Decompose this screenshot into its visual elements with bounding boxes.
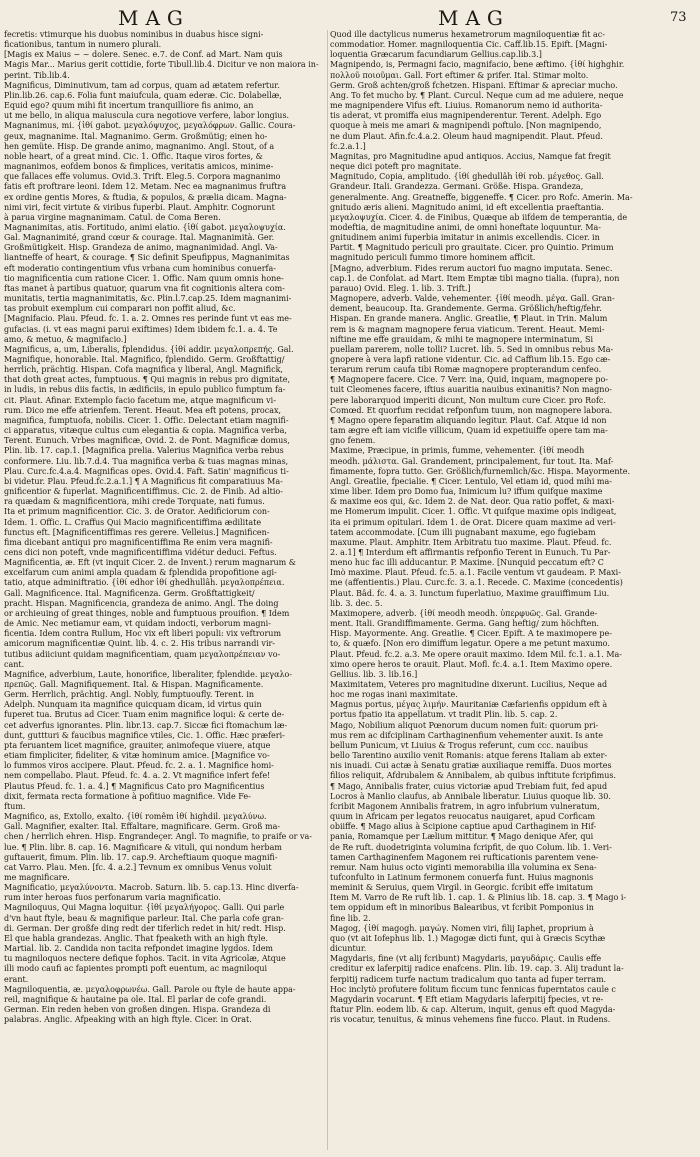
text-line: fima dicebant antiqui pro magnificentiffima Re enim vera magnifi- <box>4 537 273 547</box>
text-line: rum inter heroas fuos perfonarum varia magnificatio. <box>4 893 221 903</box>
text-line: perint. Tib.lib.4. <box>4 70 70 80</box>
text-line: liantneffe of heart, & courage. ¶ Sic definit Speufippus, Magnanimitas <box>4 253 290 263</box>
text-line: gnificentior & fuperlat. Magnificentiffimus. Cic. 2. de Finib. Ad altio- <box>4 487 283 497</box>
text-line: Imò maxime. Plaut. Pfeud. fc.5. a.1. Facile ventum vt gaudeam. P. Maxi- <box>330 568 621 578</box>
text-line: ¶ Magno opere feparatim aliquando legitur. Plaut. Caf. Atque id non <box>330 415 607 425</box>
text-line: Gellius. lib. 3. lib.16.] <box>330 669 418 679</box>
text-line: commodatior. Homer. magniloquentia Cic. Caff.lib.15. Epift. [Magni- <box>330 40 608 50</box>
text-line: meno huc fac illi adducantur. P. Maxime. [Nunquid peccatum eft? C <box>330 558 604 568</box>
text-line: remur. Nam huius octo viginti memorabilia illa volumina ex Sena- <box>330 862 597 872</box>
text-line: or archieuing of great thinges, noble and fumptuous prouifion. ¶ Idem <box>4 608 290 618</box>
text-line: ex ordine gentis Mores, & ftudia, & populos, & prælia dicam. Magna- <box>4 192 287 202</box>
text-line: ftatur Plin. eodem lib. & cap. Alterum, inquit, genus eft quod Magyda- <box>330 1005 616 1014</box>
text-line: meminit & Seruius, quem Virgil. in Georgic. fcribit effe imitatum <box>330 883 594 893</box>
text-line: de Re ruft. duodetriginta volumina fcripfit, de quo Colum. lib. 1. Veri- <box>330 842 612 852</box>
text-line: gnopere à vera lapfi ratione videntur. Cic. ad Caffium lib.15. Ego cæ- <box>330 355 611 364</box>
text-line: Terent. Eunuch. Vrbes magnificæ, Ovid. 2. de Pont. Magnificæ domus, <box>4 436 290 446</box>
text-line: nimi viri, fecit virtute & viribus fuperbi. Plaut. Amphitr. Cognorunt <box>4 202 275 212</box>
text-line: tu magniloquos nectere defique fophos. Tacit. in vita Agricolæ, Atque <box>4 954 286 964</box>
text-line: munitatis, tertia magnanimitatis, &c. Plin.l.7.cap.25. Idem magnanimi- <box>4 294 292 304</box>
text-line: Comœd. Et quorfum recidat refponfum tuum, non magnopere labora. <box>330 405 613 415</box>
text-line: tem oppidum eft in minoribus Balearibus, vt fcribit Pomponius in <box>330 903 594 913</box>
text-line: conformere. Liu. lib.7.d.4. Tua magnifica verba & tuas magnas minas, <box>4 456 289 466</box>
text-line: que fallaces effe volumus. Ovid.3. Trift. Eleg.5. Corpora magnanimo <box>4 172 281 182</box>
text-line: generalmente. Ang. Greatneffe, biggeneffe. ¶ Cicer. pro Rofc. Amerin. Ma- <box>330 192 633 202</box>
page-number: 73 <box>670 10 687 25</box>
text-line: Magog, {ἰθί magogh. μαγώγ. Nomen viri, filij Iaphet, proprium à <box>330 923 594 933</box>
text-line: obiiffe. ¶ Mago alius à Scipione captiue apud Carthaginem in Hif- <box>330 822 597 832</box>
text-line: that doth great actes, fumptuous. ¶ Qui magnis in rebus pro dignitate, <box>4 375 290 385</box>
text-line: mus rem ac difciplinam Carthaginenfium vehementer auxit. Is ante <box>330 730 603 740</box>
text-line: Maxime, Præcipue, in primis, fumme, vehementer. {ἰθί meodh <box>330 446 585 456</box>
text-line: ficationibus, tantum in numero plurali. <box>4 40 162 50</box>
text-line: Hoc inclytò profutere folitum ficcum tunc fennicas fuperntatos caule c <box>330 984 616 994</box>
text-line: magnifica, fumptuofa, nobilis. Cicer. 1. Offic. Delectant etiam magnifi- <box>4 415 289 425</box>
text-line: Magnificus, Diminutivum, tam ad corpus, quam ad ætatem refertur. <box>4 80 280 90</box>
text-line: Germ. Herrlich, prächtig. Angl. Nobly, fumptuoufly. Terent. in <box>4 690 255 700</box>
text-line: Hisp. Mayormente. Ang. Greatlie. ¶ Cicer. Epift. A te maximopere pe- <box>330 629 612 639</box>
text-line: Hispan. En grande manera. Anglic. Greatlie, ¶ Plaut. in Trin. Malum <box>330 314 608 324</box>
text-line: Ang. To fet mucho by. ¶ Plant. Curcul. Neque cum ad me aduiere, neque <box>330 90 624 100</box>
text-line: ut me bello, in aliqua maiuscula cura negotiove verfere, labor longius. <box>4 111 290 121</box>
text-line: Magnus portus, μέγας λιμήν. Mauritaniæ Cæfarienfis oppidum eft à <box>330 700 608 710</box>
text-line: Magydarin vocarunt. ¶ Eft etiam Magydaris laferpitij fpecies, vt re- <box>330 994 604 1004</box>
text-line: maxume. Plaut. Amphitr. Item Arbitratu tuo maxime. Plaut. Pfeud. fc. <box>330 537 612 547</box>
text-line: Magnificus, a, um, Liberalis, fplendidus. {ἰθί addir. μεγαλοπρεπής. Gal. <box>4 344 294 354</box>
text-line: Magnipendo, is, Permagni facio, magnifacio, bene æftimo. {ἰθί highghir. <box>330 60 625 70</box>
text-line: amo, & metuo, & magnifacio.] <box>4 334 127 344</box>
text-line: me (affentientis.) Plau. Curc.fc. 3. a.1. Recede. C. Maxime (concedentis) <box>330 578 623 588</box>
text-line: neque dici poteft pro magnitate. <box>330 162 462 172</box>
text-line: Plaut. Bâd. fc. 4. a. 3. Iunctum fuperlatiuo, Maxime grauiffimum Liu. <box>330 588 610 598</box>
right-column <box>330 30 696 1152</box>
text-line: guftauerit, fimum. Plin. lib. 17. cap.9. Archeftiaum quoque magnifi- <box>4 852 278 862</box>
text-line: fcribit Magonem Annibalis fratrem, in agro infubrium vulneratum, <box>330 801 600 811</box>
text-line: Plau. Curc.fc.4.a.4. Magnificas opes. Ovid.4. Faft. Satin' magnificus ti- <box>4 466 289 476</box>
text-line: ficentia. Idem contra Rullum, Hoc vix eft liberi populi: vix veftrorum <box>4 629 282 639</box>
text-line: ¶ Magnopere facere. Cice. 7 Verr. ina, Quid, inquam, magnopere po- <box>330 375 608 385</box>
text-line: Magnanimus, mi. {ἰθί gabot. μεγαλόψυχος, μεγαλόφρων. Gallic. Coura- <box>4 121 296 131</box>
text-line: filios reliquit, Afdrubalem & Annibalem, ab quibus inftitute fcripfimus. <box>330 771 617 781</box>
text-line: Idem. 1. Offic. L. Craffus Qui Macio magnificentiffima ædilitate <box>4 517 262 527</box>
text-line: palabras. Anglic. Afpeaking with an high ftyle. Cicer. in Orat. <box>4 1015 252 1025</box>
text-line: cit. Plaut. Afinar. Extemplo facio facetum me, atque magnificum vi- <box>4 395 276 405</box>
text-line: dixit, fermata recta formatione à pofitiuo magnifice. Vide Fe- <box>4 791 251 801</box>
text-line: quoque à meis me amari & magnipendi poftulo. [Non magnipendo, <box>330 121 602 131</box>
text-line: erant. <box>4 974 29 984</box>
text-line: Partit. ¶ Magnitudo periculi pro grauitate. Cicer. pro Quintio. Primum <box>330 243 614 253</box>
text-line: ftas manet à partibus quatuor, quarum vna fit cognitionis altera com- <box>4 283 285 293</box>
text-line: magnitudo periculi fummo timore hominem afficit. <box>330 253 536 263</box>
text-line: Maximopere, adverb. {ἰθί meodh meodh. ὑπερφυῶς. Gal. Grande- <box>330 608 598 618</box>
text-line: quum in Africam per legatos reuocatus nauigaret, apud Corficam <box>330 812 596 822</box>
text-line: rum. Dico me effe atrienfem. Terent. Heaut. Mea eft potens, procax, <box>4 405 282 415</box>
text-line: Plaut. Pfeud. fc.2. a.3. Me opere orauit maximo. Idem Mil. fc.1. a.1. Ma- <box>330 649 622 659</box>
text-line: magnanimos, eofdem bonos & fimplices, veritatis amicos, minime- <box>4 162 274 172</box>
text-line: Grandeur. Itali. Grandezza. Germani. Größe. Hispa. Grandeza, <box>330 182 584 192</box>
text-line: ne dum Plaut. Afin.fc.4.a.2. Oleum haud magnipendit. Plaut. Pfeud. <box>330 131 603 141</box>
text-line: fecretis: vtimurque his duobus nominibus in duabus hisce signi- <box>4 30 264 39</box>
text-line: gnitudinem animi fuperbia imitatur in animis excellendis. Cicer. in <box>330 233 600 243</box>
text-line: Gal. Magnanimité, grand cœur & courage. Ital. Magnanimità. Ger. <box>4 233 275 243</box>
text-line: bellum Punicum, vt Liuius & Trogus referunt, cum ccc. nauibus <box>330 740 589 750</box>
text-line: noble heart, of a great mind. Cic. 1. Offic. Itaque viros fortes, & <box>4 151 263 161</box>
text-line: gnitudo æris alieni. Magnitudo animi, id eft excellentia praeftantia. <box>330 202 604 212</box>
text-line: tufconfulto in Latinum fermonem conuerfa funt. Huius magnonis <box>330 872 594 882</box>
text-line: creditur ex laferpitij radice enafcens. Plin. lib. 19. cap. 3. Alij tradunt la- <box>330 964 624 974</box>
text-line: lue. ¶ Plin. libr. 8. cap. 16. Magnificare & vituli, qui nondum herbam <box>4 842 282 852</box>
text-line: eft moderatio contingentium vfus vrbana cum hominibus conuerfa- <box>4 263 276 273</box>
text-line: illi modo caufi ac fapientes prompti poft euentum, ac magniloqui <box>4 964 268 974</box>
text-line: [Magno, adverbium. Fides rerum auctori fuo magno imputata. Senec. <box>330 263 613 273</box>
text-line: Gall. Magnifier, exalter. Ital. Effaltare, magnificare. Germ. Groß ma- <box>4 822 281 832</box>
text-line: to, & quæfo. [Non ero dimiffum legatur. Opere a me petunt maxumo. <box>330 639 610 649</box>
text-line: ment. Itali. Grandiffimamente. Germa. Gang heftig/ zum höchften. <box>330 619 600 629</box>
text-line: chen / herrlich ehren. Hisp. Engrandeçer. Angl. To magnifie, to praife or va- <box>4 832 312 842</box>
text-line: Magnitas, pro Magnitudine apud antiquos. Accius, Namque fat fregit <box>330 151 611 161</box>
text-line: Plautus Pfeud. fc. 1. a. 4.] ¶ Magnificus Cato pro Magnificentius <box>4 781 265 791</box>
text-line: ferpitij radicem turfe nactum tradicalum quo tanta ad fuper terram. <box>330 974 607 984</box>
text-line: πρεπῶς. Gall. Magnifiquement. Ital. & Hispan. Magnificamente. <box>4 680 264 689</box>
text-line: Magnificatio, μεγαλύνοντα. Macrob. Saturn. lib. 5. cap.13. Hinc diverfa- <box>4 883 299 893</box>
text-line: bello Tarentino auxilio venit Romanis: atque ferens Italiam ab exter- <box>330 751 608 761</box>
text-line: quo (vt ait Iofephus lib. 1.) Magogæ dicti funt, qui à Græcis Scythæ <box>330 933 606 943</box>
text-line: 2. a.1] ¶ Interdum eft affirmantis refponfio Terent in Eunuch. Tu Par- <box>330 547 611 557</box>
text-line: fuperet tua. Brutus ad Cicer. Tuam enim magnifice loqui: & certe de- <box>4 710 285 720</box>
text-line: [Magis ex Maius ~ ~ dolere. Senec. e.7. de Conf. ad Mart. Nam quis <box>4 50 283 60</box>
text-line: Angl. Greatlie, fpecialie. ¶ Cicer. Lentulo, Vel etiam id, quod mihi ma- <box>330 476 612 486</box>
text-line: nem compellabo. Plaut. Pfeud. fc. 4. a. 2. Vt magnifice infert fefe! <box>4 771 271 781</box>
text-line: Plin. lib. 17. cap.1. [Magnifica prelia. Valerius Magnifica verba rebus <box>4 446 284 456</box>
text-line: lib. 3. dec. 5. <box>330 598 383 608</box>
text-line: reil, magnifique & hautaine pa ole. Ital. El parlar de cofe grandi. <box>4 994 267 1004</box>
text-line: tutibus adiiciunt quidam magnificentiam, quam μεγαλοπρέπειαν vo- <box>4 649 281 659</box>
text-line: ra quædam & magnificentiora, mihi crede Torquate, nati fumus. <box>4 497 265 507</box>
text-line: gno fenem. <box>330 436 376 446</box>
text-line: Plin.lib.26. cap.6. Folia funt maiufcula, quam ederæ. Cic. Dolabellæ, <box>4 90 282 100</box>
text-line: fatis eft proftrare leoni. Idem 12. Metam. Nec ea magnanimus fruftra <box>4 182 287 192</box>
text-line: tis aderat, vt promiffa eius magnipenderentur. Terent. Adelph. Ego <box>330 111 602 121</box>
text-line: Mago, Nobilium aliquot Pœnorum ducum nomen fuit: quorum pri- <box>330 720 599 730</box>
text-line: Magnifico, as, Extollo, exalto. {ἰθί romêm ἰθί highdil. μεγαλύνω. <box>4 812 267 822</box>
text-line: meodh. μάλιστα. Gal. Grandement, principalement, fur tout. Ita. Maf- <box>330 456 614 466</box>
text-line: gufacias. (i. vt eas magni parui exiftimes) Idem ibidem fc.1. a. 4. Te <box>4 324 278 334</box>
text-line: ximo opere heros te orauit. Plaut. Mofl. fc.4. a.1. Item Maximo opere. <box>330 659 613 669</box>
text-line: Germ. Groß achten/groß fchetzen. Hispani. Eftimar & apreciar mucho. <box>330 80 618 90</box>
text-line: Equid ego? quum mihi fit incertum tranquilliore fis animo, an <box>4 101 254 111</box>
text-line: xime liber. Idem pro Domo fua, Inimicum lu? iffum quifque maxime <box>330 487 603 497</box>
text-line: Magnopere, adverb. Valde, vehementer. {ἰθί meodh. μέγα. Gall. Gran- <box>330 294 615 304</box>
text-line: parauo) Ovid. Eleg. 1. lib. 3. Trift.] <box>330 283 471 293</box>
text-line: Magnificentia, æ. Eft (vt inquit Cicer. 2. de Invent.) rerum magnarum & <box>4 558 296 568</box>
running-head-left: MAG <box>118 6 190 30</box>
running-head <box>0 4 700 30</box>
text-line: cens dici non poteft, vnde magnificentiffima vidétur deduci. Feftus. <box>4 547 277 557</box>
text-line: niftine me effe grauidam, & mihi te magnopere interminatum, Si <box>330 334 594 344</box>
text-line: à parua virgine magnanimam. Catul. de Coma Beren. <box>4 212 221 222</box>
text-line: modeftia, de magnitudine animi, de omni honeftate loquuntur. Ma- <box>330 222 601 232</box>
text-line: ¶ Mago, Annibalis frater, cuius victoriæ apud Trebiam fuit, fed apud <box>330 781 608 791</box>
text-line: hen gemüte. Hisp. De grande animo, magnanimo. Angl. Stout, of a <box>4 141 275 151</box>
text-line: nis inuadi. Cui actæ à Senatu gratiæ auxiliaque remiffa. Duos mortes <box>330 761 612 771</box>
text-line: ci apparatus, vitæque cultus cum elegantia & copia. Magnifica verba, <box>4 426 287 436</box>
text-line: amicorum magnificentiæ Quint. lib. 4. c. 2. His tribus narrandi vir- <box>4 639 276 649</box>
text-line: Maximitatem, Veteres pro magnitudine dixerunt. Lucilius, Neque ad <box>330 680 608 689</box>
text-line: me magnipendere Vifus eft. Liuius. Romanorum nemo id authorita- <box>330 101 603 111</box>
text-line: bi videtur. Plau. Pfeud.fc.2.a.1.] ¶ A Magnificus fit comparatiuus Ma- <box>4 476 283 486</box>
text-line: Magydaris, fine (vt alij fcribunt) Magydaris, μαγυδάρις. Caulis effe <box>330 954 602 964</box>
text-line: pta feruantem licet magnifice, grauiter, animofeque viuere, atque <box>4 740 271 750</box>
text-line: pere laborarquod imperiti dicunt, Non multum cure Cicer. pro Rofc. <box>330 395 606 405</box>
text-line: cap.1. de Confolat. ad Mart. Item Emptæ tibi magno tialia. (fupra), non <box>330 273 620 283</box>
text-line: functus eft. [Magnificentiffimas res gerere. Velleius.] Magnificen- <box>4 527 270 537</box>
text-line: ftum. <box>4 801 26 811</box>
text-line: hoc me rogas inani maximitate. <box>330 690 458 700</box>
text-line: tatem accommodate. [Cum illi pugnabant maxume, ego fugiebam <box>330 527 596 537</box>
text-line: herrlich, prächtig. Hispan. Cofa magnifica y liberal, Angl. Magnifick, <box>4 365 283 375</box>
text-line: πολλοῦ ποιοῦμαι. Gall. Fort eftimer & prifer. Ital. Stimar molto. <box>330 70 589 80</box>
running-head-right: MAG <box>438 6 510 30</box>
text-line: me Homerum impulit. Cicer. 1. Offic. Vt quifque maxime opis indigeat, <box>330 507 617 517</box>
text-line: me magnificare. <box>4 872 70 882</box>
text-line: cant. <box>4 659 25 669</box>
text-line: tio magnificentia cum ratione Cicer. 1. Offic. Nam quum omnis hone- <box>4 273 284 283</box>
text-line: Magniloquus, Qui Magna loquitur. {ἰθί μεγαλήγορος. Galli. Qui parle <box>4 903 285 913</box>
text-line: Magis Mar... Marius gerit cottidie, forte Tibull.lib.4. Dicitur ve non maiora in- <box>4 60 319 70</box>
text-line: lo fummos viros accipere. Plaut. Pfeud. fc. 2. a. 1. Magnifice homi- <box>4 761 274 771</box>
text-line: Adelph. Nunquam ita magnifice quicquam dicam, id virtus quin <box>4 700 262 710</box>
text-line: fc.2.a.1.] <box>330 141 366 151</box>
column-divider <box>327 30 328 1150</box>
text-line: Magniloquentia, æ. μεγαλοφρωνέω. Gall. Parole ou ftyle de haute appa- <box>4 984 296 994</box>
text-line: dunt, guttturi & faucibus magnifice vtiles, Cic. 1. Offic. Hæc præferi- <box>4 730 285 740</box>
text-line: etiam fimpliciter, fideliter, & vitæ hominum amice. [Magnifice vo- <box>4 751 270 761</box>
text-line: tuit Cleomenes facere, iftius auaritia nauibus exinanitis? Non magno- <box>330 385 612 395</box>
text-line: d'vn haut ftyle, beau & magnifique parleur. Ital. Che parla cofe gran- <box>4 913 284 923</box>
text-line: Quod ille dactylicus numerus hexametrorum magniloquentiæ fit ac- <box>330 30 605 39</box>
text-line: German. Ein reden heben von großen dingen. Hispa. Grandeza di <box>4 1005 271 1014</box>
text-line: μεγαλοψυχία. Cicer. 4. de Finibus, Quæque ab iifdem de temperantia, de <box>330 212 628 222</box>
text-line: tam ægre eft iam vicifle villicum, Quam id expetiuiffe opere tam ma- <box>330 426 608 436</box>
text-line: fimamente, fopra tutto. Ger. Größlich/furnemlich/&c. Hispa. Mayormente. <box>330 466 631 476</box>
left-column <box>4 30 326 1152</box>
text-line: pracht. Hispan. Magnificencia, grandeza de animo. Angl. The doing <box>4 598 279 608</box>
text-line: fine lib. 2. <box>330 913 371 923</box>
text-line: pania, Romamque per Lælium mittitur. ¶ Mago denique Afer, qui <box>330 832 594 842</box>
text-line: Magnifice, adverbium, Laute, honorifice, liberaliter, fplendide. μεγαλο- <box>4 669 293 679</box>
text-line: Locros à Manlio claufus, ab Annibale liberatur. Liuius quoque lib. 30. <box>330 791 611 801</box>
text-line: puellam parerem, nolle tolli? Lucret. lib. 5. Sed in omnibus rebus Ma- <box>330 344 614 354</box>
text-line: Item M. Varro de Re ruft lib. 1. cap. 1. & Plinius lib. 18. cap. 3. ¶ Mago i- <box>330 893 627 903</box>
text-line: terarum rerum caufa tibi Romæ magnopere propterandum cenfeo. <box>330 365 602 375</box>
text-line: cet adverfus ignorantes. Plin. libr.13. cap.7. Siccæ fici ftomachum læ- <box>4 720 288 730</box>
text-line: Magnanimitas, atis. Fortitudo, animi elatio. {ἰθί gabot. μεγαλοψυχία. <box>4 222 286 232</box>
text-line: rem is & magnam magnopere ferua viaticum. Terent. Heaut. Memi- <box>330 324 605 334</box>
text-line: Martial. lib. 2. Candida non tacita refpondet imagine lygdos. Idem <box>4 944 274 954</box>
text-line: loquentia Græcarum facundiarum Gellius.cap.lib.3.] <box>330 50 542 60</box>
text-line: cat Varro. Plau. Men. [fc. 4. a.2.] Tevnum ex omnibus Venus voluit <box>4 862 272 872</box>
text-line: tamen Carthaginenfem Magonem rei rufticationis parentem vene- <box>330 852 599 862</box>
text-line: in ludis, in rebus diis factis, in ædificiis, in epulo publico fumptum fa- <box>4 385 286 395</box>
text-line: tatio, atque adminiftratio. {ἰθί edhor ἰθί ghedhullâh. μεγαλοπρέπεια. <box>4 578 285 588</box>
text-line: ita ei primum opitulari. Idem 1. de Orat. Dicere quam maxime ad veri- <box>330 517 616 527</box>
text-line: di. German. Der großfe ding redt der tiferlich redet in hit/ redt. Hisp. <box>4 923 286 933</box>
text-line: Gall. Magnificence. Ital. Magnificenza. Germ. Großftattigkeit/ <box>4 588 255 598</box>
text-line: Magnitudo, Copia, amplitudo. {ἰθί ghedullâh ἰθί rob. μέγεθος. Gall. <box>330 172 604 182</box>
text-line: Ita et primum magnificentior. Cic. 3. de Orator. Aedificiorum con- <box>4 507 270 517</box>
text-line: dement, beaucoup. Ita. Grandemente. Germa. Größlich/heftig/fehr. <box>330 304 602 314</box>
text-line: dicuntur. <box>330 944 367 954</box>
text-line: El que habla grandezas. Anglic. That fpeaketh with an high ftyle. <box>4 933 268 943</box>
text-line: geux, magnanime. Ital. Magnanimo. Germ. Großmütig; einen ho- <box>4 131 268 141</box>
text-line: & maxime eos qui, &c. Idem 2. de Nat. deor. Qua ratio poffet, & maxi- <box>330 497 615 507</box>
text-line: ris vocatur, tenuitus, & minus vehemens fine fucco. Plaut. in Rudens. <box>330 1015 611 1025</box>
text-line: portus fpatio ita appellatum. vt tradit Plin. lib. 5. cap. 2. <box>330 710 558 720</box>
text-line: de Amic. Nec metiamur eam, vt quidam indocti, verborum magni- <box>4 619 271 629</box>
text-line: Magnifique, honorable. Ital. Magnifico, fplendido. Germ. Großftattig/ <box>4 355 285 364</box>
text-line: tas probuit exemplum cui comparari non poffit aliud, &c. <box>4 304 236 314</box>
text-line: excelfarum cum animi ampla quadam & fplendida propofitione agi- <box>4 568 277 578</box>
text-line: Großmütigkeit. Hisp. Grandeza de animo, magnanimidad. Angl. Va- <box>4 243 278 253</box>
text-line: [Magnifacio. Plau. Pfeud. fc. 1. a. 2. Omnes res perinde funt vt eas me- <box>4 314 292 324</box>
